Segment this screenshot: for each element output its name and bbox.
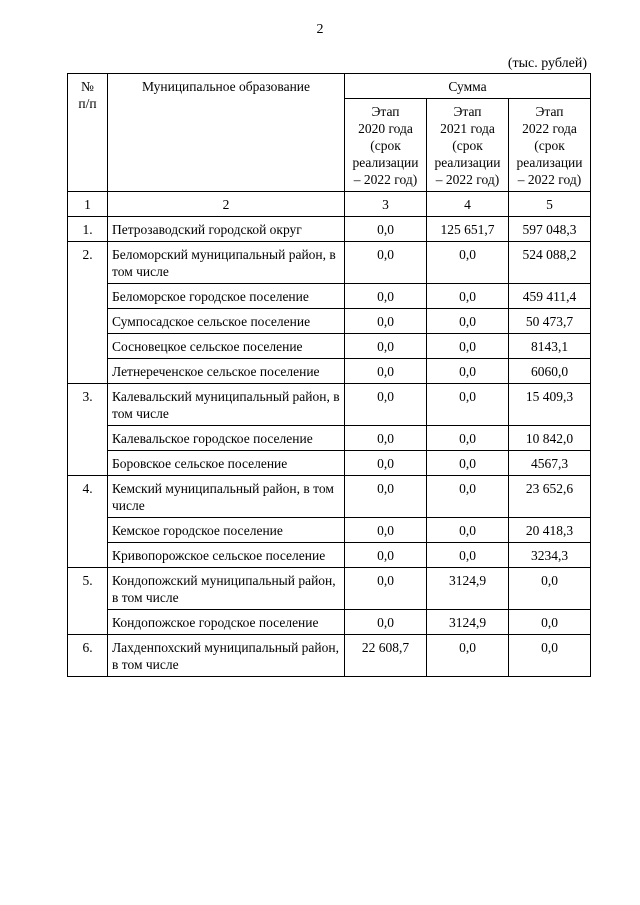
row-number: 3. [68,384,108,476]
header-sum: Сумма [345,74,591,99]
municipality-name: Кондопожское городское поселение [108,610,345,635]
sum-2021: 3124,9 [427,568,509,610]
column-index: 2 [108,192,345,217]
table-row [68,284,591,309]
table-row [68,384,591,426]
sum-2020: 0,0 [345,284,427,309]
municipality-name: Калевальское городское поселение [108,426,345,451]
sum-2020: 0,0 [345,426,427,451]
municipality-name: Беломорский муниципальный район, в том числе [108,242,345,284]
header-stage-2021: Этап 2021 года (срок реализации – 2022 год) [427,99,509,192]
row-number: 4. [68,476,108,568]
sum-2020: 0,0 [345,309,427,334]
municipality-name: Летнереченское сельское поселение [108,359,345,384]
row-number: 6. [68,635,108,677]
sum-2021: 0,0 [427,635,509,677]
sum-2022: 3234,3 [509,543,591,568]
budget-table [67,73,591,677]
table-row [68,217,591,242]
table-row [68,568,591,610]
sum-2021: 0,0 [427,242,509,284]
header-no: № п/п [68,74,108,192]
table-row [68,610,591,635]
table-row [68,334,591,359]
table-row [68,543,591,568]
sum-2021: 0,0 [427,543,509,568]
sum-2022: 0,0 [509,610,591,635]
table-row [68,359,591,384]
sum-2022: 459 411,4 [509,284,591,309]
column-index-row [68,192,591,217]
header-row [68,74,591,99]
table-row [68,426,591,451]
sum-2022: 0,0 [509,635,591,677]
table-row [68,476,591,518]
sum-2022: 50 473,7 [509,309,591,334]
row-number: 2. [68,242,108,384]
sum-2021: 0,0 [427,334,509,359]
sum-2022: 20 418,3 [509,518,591,543]
table-row [68,451,591,476]
municipality-name: Боровское сельское поселение [108,451,345,476]
sum-2020: 0,0 [345,543,427,568]
sum-2022: 4567,3 [509,451,591,476]
table-row [68,309,591,334]
sum-2022: 15 409,3 [509,384,591,426]
header-name: Муниципальное образование [108,74,345,192]
sum-2020: 0,0 [345,242,427,284]
municipality-name: Петрозаводский городской округ [108,217,345,242]
sum-2020: 0,0 [345,568,427,610]
sum-2022: 597 048,3 [509,217,591,242]
sum-2021: 125 651,7 [427,217,509,242]
table-row [68,242,591,284]
sum-2022: 6060,0 [509,359,591,384]
sum-2021: 0,0 [427,451,509,476]
sum-2022: 0,0 [509,568,591,610]
municipality-name: Беломорское городское поселение [108,284,345,309]
header-stage-2022: Этап 2022 года (срок реализации – 2022 год) [509,99,591,192]
municipality-name: Калевальский муниципальный район, в том числе [108,384,345,426]
municipality-name: Кривопорожское сельское поселение [108,543,345,568]
sum-2021: 0,0 [427,284,509,309]
sum-2021: 0,0 [427,309,509,334]
sum-2020: 22 608,7 [345,635,427,677]
sum-2020: 0,0 [345,610,427,635]
municipality-name: Кемский муниципальный район, в том числе [108,476,345,518]
column-index: 1 [68,192,108,217]
column-index: 4 [427,192,509,217]
municipality-name: Кемское городское поселение [108,518,345,543]
municipality-name: Лахденпохский муниципальный район, в том числе [108,635,345,677]
sum-2021: 0,0 [427,384,509,426]
sum-2021: 0,0 [427,359,509,384]
sum-2020: 0,0 [345,384,427,426]
sum-2020: 0,0 [345,518,427,543]
page-number: 2 [316,22,324,37]
row-number: 1. [68,217,108,242]
municipality-name: Кондопожский муниципальный район, в том числе [108,568,345,610]
sum-2022: 524 088,2 [509,242,591,284]
sum-2020: 0,0 [345,476,427,518]
table-row [68,518,591,543]
sum-2020: 0,0 [345,359,427,384]
table-body [68,217,591,677]
column-index: 5 [509,192,591,217]
sum-2022: 23 652,6 [509,476,591,518]
municipality-name: Сумпосадское сельское поселение [108,309,345,334]
units-label: (тыс. рублей) [507,56,587,71]
header-stage-2020: Этап 2020 года (срок реализации – 2022 год) [345,99,427,192]
municipality-name: Сосновецкое сельское поселение [108,334,345,359]
sum-2022: 10 842,0 [509,426,591,451]
sum-2020: 0,0 [345,217,427,242]
sum-2021: 0,0 [427,426,509,451]
column-index: 3 [345,192,427,217]
row-number: 5. [68,568,108,635]
table-row [68,635,591,677]
sum-2020: 0,0 [345,451,427,476]
sum-2021: 0,0 [427,518,509,543]
sum-2021: 0,0 [427,476,509,518]
sum-2022: 8143,1 [509,334,591,359]
sum-2021: 3124,9 [427,610,509,635]
sum-2020: 0,0 [345,334,427,359]
